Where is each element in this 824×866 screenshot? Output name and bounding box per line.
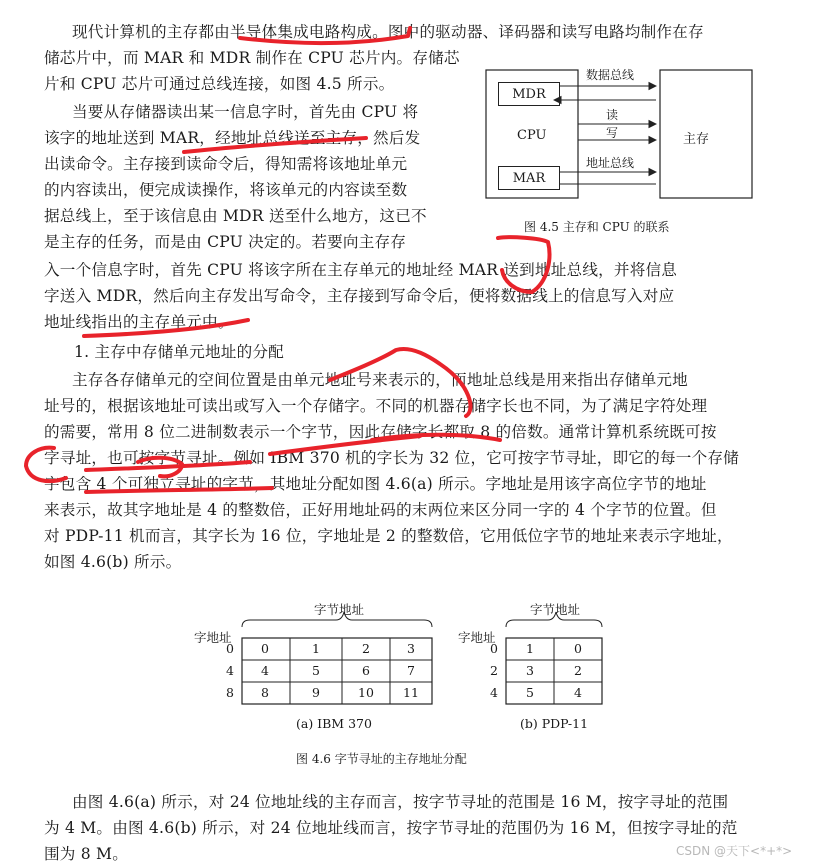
- fig-b-byte-address-label: 字节地址: [530, 602, 581, 617]
- fig-a-cell: 1: [312, 641, 320, 656]
- read-label: 读: [606, 108, 619, 122]
- fig-b-word-address-2: 2: [490, 663, 498, 678]
- para2-line9: 地址线指出的主存单元中。: [44, 313, 234, 331]
- fig-a-cell: 8: [261, 685, 269, 700]
- fig-b-word-address-label: 字地址: [458, 630, 496, 645]
- fig-a-cell: 2: [362, 641, 370, 656]
- para1-line3: 片和 CPU 芯片可通过总线连接，如图 4.5 所示。: [44, 75, 395, 93]
- para2-line6: 是主存的任务，而是由 CPU 决定的。若要向主存存: [44, 233, 407, 251]
- fig-b-cell: 1: [526, 641, 534, 656]
- fig-a-subcaption: (a) IBM 370: [296, 716, 372, 731]
- fig-a-cell: 6: [362, 663, 370, 678]
- csdn-watermark: CSDN @天下<*+*>: [676, 844, 793, 858]
- fig-b-cell: 4: [574, 685, 582, 700]
- section-line8: 如图 4.6(b) 所示。: [44, 553, 182, 571]
- fig-b-cell: 5: [526, 685, 534, 700]
- fig-a-cell: 5: [312, 663, 320, 678]
- para2-line5: 据总线上，至于该信息由 MDR 送至什么地方，这已不: [44, 207, 427, 225]
- para1-line2: 储芯片中，而 MAR 和 MDR 制作在 CPU 芯片内。存储芯: [44, 49, 460, 67]
- fig-a-word-address-8: 8: [226, 685, 234, 700]
- fig-b-word-address-0: 0: [490, 641, 498, 656]
- cpu-label: CPU: [517, 128, 547, 143]
- fig-a-cell: 0: [261, 641, 269, 656]
- para2-line1: 当要从存储器读出某一信息字时，首先由 CPU 将: [72, 103, 419, 121]
- para1-line1: 现代计算机的主存都由半导体集成电路构成。图中的驱动器、译码器和读写电路均制作在存: [72, 23, 704, 41]
- fig-a-cell: 10: [358, 685, 374, 700]
- para2-line2: 该字的地址送到 MAR，经地址总线送至主存，然后发: [44, 129, 421, 147]
- fig-a-word-address-label: 字地址: [194, 630, 232, 645]
- para2-line7: 入一个信息字时，首先 CPU 将该字所在主存单元的地址经 MAR 送到地址总线，并将信息: [44, 261, 678, 279]
- address-bus-label: 地址总线: [586, 156, 635, 170]
- mar-box: MAR: [498, 166, 560, 190]
- para2-line4: 的内容读出，便完成读操作，将该单元的内容读至数: [44, 181, 408, 199]
- fig-a-cell: 3: [407, 641, 415, 656]
- memory-label: 主存: [683, 132, 710, 147]
- fig-a-byte-address-label: 字节地址: [314, 602, 365, 617]
- mdr-box: MDR: [498, 82, 560, 106]
- fig-a-word-address-4: 4: [226, 663, 234, 678]
- write-label: 写: [606, 126, 619, 140]
- section-line5: 字包含 4 个可独立寻址的字节，其地址分配如图 4.6(a) 所示。字地址是用该字高位字节的地址: [44, 475, 707, 493]
- closing-line2: 为 4 M。由图 4.6(b) 所示，对 24 位地址线而言，按字节寻址的范围仍为 16 M，但按字寻址的范: [44, 819, 738, 837]
- fig-b-cell: 2: [574, 663, 582, 678]
- section-line6: 来表示，故其字地址是 4 的整数倍，正好用地址码的末两位来区分同一字的 4 个字节的位置。但: [44, 501, 717, 519]
- section-line2: 址号的，根据该地址可读出或写入一个存储字。不同的机器存储字长也不同，为了满足字符处理: [44, 397, 708, 415]
- para2-line8: 字送入 MDR，然后向主存发出写命令，主存接到写命令后，便将数据线上的信息写入对应: [44, 287, 675, 305]
- fig-a-cell: 7: [407, 663, 415, 678]
- fig-a-word-address-0: 0: [226, 641, 234, 656]
- fig-a-cell: 9: [312, 685, 320, 700]
- section-line1: 主存各存储单元的空间位置是由单元地址号来表示的，而地址总线是用来指出存储单元地: [72, 371, 688, 389]
- closing-line3: 围为 8 M。: [44, 845, 128, 863]
- fig-a-cell: 4: [261, 663, 269, 678]
- section-line7: 对 PDP-11 机而言，其字长为 16 位，字地址是 2 的整数倍，它用低位字节的地址来表示字地址，: [44, 527, 733, 545]
- data-bus-label: 数据总线: [586, 68, 635, 82]
- figure-4-6-caption: 图 4.6 字节寻址的主存地址分配: [296, 752, 467, 766]
- section-line3: 的需要，常用 8 位二进制数表示一个字节，因此存储字长都取 8 的倍数。通常计算机系统既可按: [44, 423, 717, 441]
- section-heading: 1. 主存中存储单元地址的分配: [74, 343, 284, 361]
- para2-line3: 出读命令。主存接到读命令后，得知需将该地址单元: [44, 155, 408, 173]
- figure-4-5-caption: 图 4.5 主存和 CPU 的联系: [524, 220, 670, 234]
- fig-a-cell: 11: [403, 685, 419, 700]
- fig-b-subcaption: (b) PDP-11: [520, 716, 589, 731]
- fig-b-word-address-4: 4: [490, 685, 498, 700]
- fig-b-cell: 0: [574, 641, 582, 656]
- section-line4: 字寻址，也可按字节寻址。例如 IBM 370 机的字长为 32 位，它可按字节寻址，即它的每一个存储: [44, 449, 739, 467]
- closing-line1: 由图 4.6(a) 所示，对 24 位地址线的主存而言，按字节寻址的范围是 16 M，按字寻址的范围: [72, 793, 729, 811]
- fig-b-cell: 3: [526, 663, 534, 678]
